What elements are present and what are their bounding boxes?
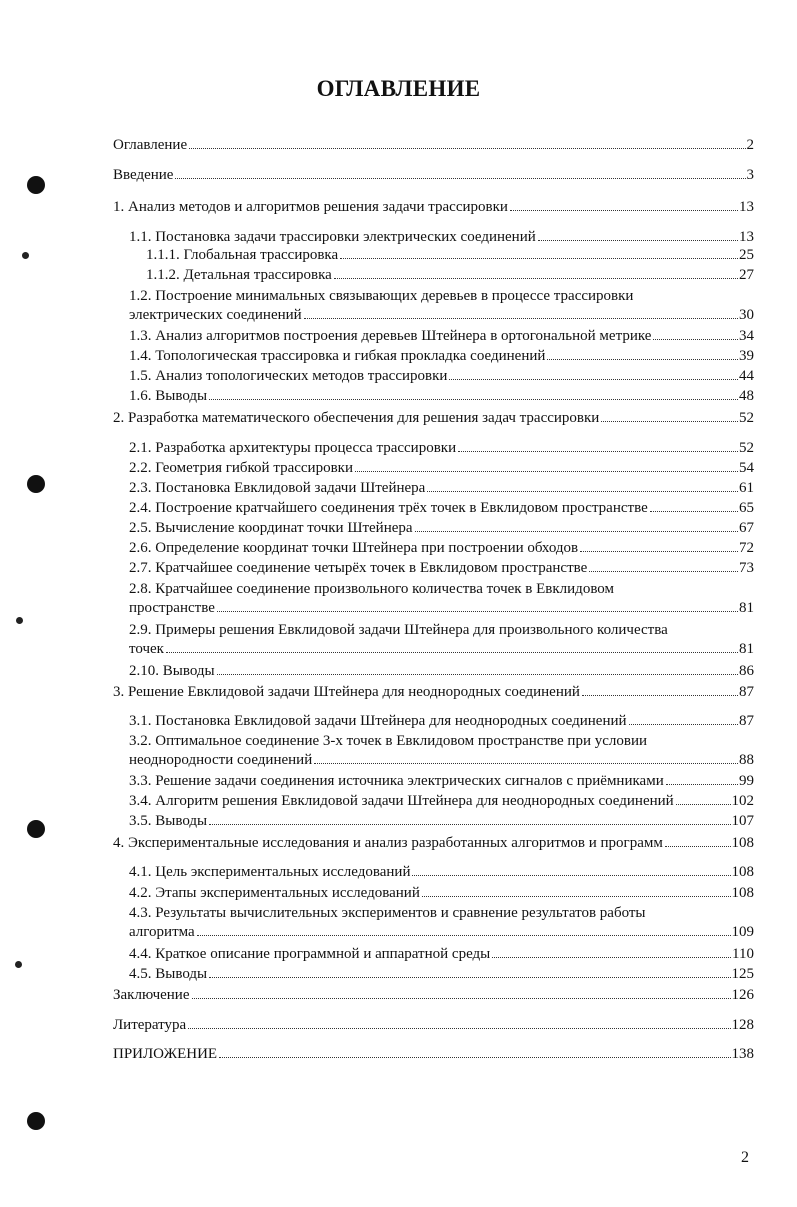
toc-entry-title: 4. Экспериментальные исследования и анализ разработанных алгоритмов и программ <box>113 835 663 851</box>
scan-speck <box>15 961 22 968</box>
toc-entry[interactable] <box>113 904 754 942</box>
binder-hole-mark <box>27 1112 45 1130</box>
binder-hole-mark <box>27 475 45 493</box>
dot-leader <box>538 240 738 241</box>
toc-entry[interactable] <box>113 198 754 217</box>
toc-entry-title: электрических соединений <box>129 307 302 323</box>
toc-entry-title: 2. Разработка математического обеспечения для решения задач трассировки <box>113 410 600 426</box>
toc-page-number: 128 <box>731 1017 754 1033</box>
dot-leader <box>189 148 745 149</box>
toc-entry-title: 1.1. Постановка задачи трассировки электрических соединений <box>129 229 536 245</box>
toc-page-number: 108 <box>731 864 754 880</box>
toc-entry-title: Оглавление <box>113 137 188 153</box>
toc-page-number: 87 <box>739 713 754 729</box>
toc-entry-title: 4.5. Выводы <box>129 966 208 982</box>
dot-leader <box>601 421 738 422</box>
dot-leader <box>209 399 738 400</box>
toc-page-number: 109 <box>731 924 754 940</box>
toc-entry-title: 3.1. Постановка Евклидовой задачи Штейнера для неоднородных соединений <box>129 713 627 729</box>
dot-leader <box>175 178 745 179</box>
toc-page-number: 67 <box>739 520 754 536</box>
dot-leader <box>188 1028 730 1029</box>
toc-entry[interactable] <box>113 580 754 618</box>
dot-leader <box>209 824 730 825</box>
toc-entry[interactable] <box>113 1016 754 1035</box>
toc-entry-title: точек <box>129 641 164 657</box>
toc-page-number: 48 <box>739 388 754 404</box>
toc-entry-title: 3. Решение Евклидовой задачи Штейнера для неоднородных соединений <box>113 684 580 700</box>
toc-page-number: 54 <box>739 460 754 476</box>
toc-page-number: 99 <box>739 773 754 789</box>
toc-entry-title: 4.4. Краткое описание программной и аппаратной среды <box>129 946 491 962</box>
toc-entry-title: 1.3. Анализ алгоритмов построения деревьев Штейнера в ортогональной метрике <box>129 328 652 344</box>
toc-entry[interactable] <box>113 965 754 984</box>
toc-entry[interactable] <box>113 266 754 285</box>
toc-entry-title: 3.3. Решение задачи соединения источника электрических сигналов с приёмниками <box>129 773 664 789</box>
toc-entry[interactable] <box>113 166 754 185</box>
toc-page-number: 3 <box>746 167 754 183</box>
dot-leader <box>340 258 738 259</box>
toc-entry-title-line: 3.2. Оптимальное соединение 3-х точек в Евклидовом пространстве при условии <box>129 733 648 749</box>
dot-leader <box>304 318 738 319</box>
toc-entry[interactable] <box>113 772 754 791</box>
toc-page-number: 108 <box>731 835 754 851</box>
toc-entry-title: 4.2. Этапы экспериментальных исследований <box>129 885 420 901</box>
toc-entry-title: 2.1. Разработка архитектуры процесса трассировки <box>129 440 457 456</box>
toc-entry[interactable] <box>113 683 754 702</box>
toc-page-number: 107 <box>731 813 754 829</box>
toc-entry[interactable] <box>113 792 754 811</box>
toc-entry-title-line: 2.8. Кратчайшее соединение произвольного количества точек в Евклидовом <box>129 581 615 597</box>
toc-entry[interactable] <box>113 387 754 406</box>
toc-entry-title-line: 1.2. Построение минимальных связывающих деревьев в процессе трассировки <box>129 288 634 304</box>
dot-leader <box>666 784 738 785</box>
toc-entry-title: Литература <box>113 1017 187 1033</box>
toc-page-number: 125 <box>731 966 754 982</box>
dot-leader <box>422 896 731 897</box>
toc-entry[interactable] <box>113 863 754 882</box>
toc-page-number: 138 <box>731 1046 754 1062</box>
toc-page-number: 2 <box>746 137 754 153</box>
toc-entry-title: 4.1. Цель экспериментальных исследований <box>129 864 411 880</box>
binder-hole-mark <box>27 176 45 194</box>
toc-page-number: 13 <box>739 199 754 215</box>
toc-entry[interactable] <box>113 812 754 831</box>
toc-entry-title: 2.6. Определение координат точки Штейнера при построении обходов <box>129 540 579 556</box>
dot-leader <box>355 471 738 472</box>
toc-entry-title: 1.1.2. Детальная трассировка <box>146 267 332 283</box>
toc-entry-title: 2.2. Геометрия гибкой трассировки <box>129 460 353 476</box>
toc-entry-title-line: 2.9. Примеры решения Евклидовой задачи Штейнера для произвольного количества <box>129 622 668 638</box>
toc-page-number: 25 <box>739 247 754 263</box>
toc-entry-title: 1.1.1. Глобальная трассировка <box>146 247 339 263</box>
dot-leader <box>547 359 738 360</box>
toc-page-number: 44 <box>739 368 754 384</box>
toc-page-number: 52 <box>739 440 754 456</box>
toc-entry[interactable] <box>113 327 754 346</box>
dot-leader <box>458 451 738 452</box>
toc-entry-title: ПРИЛОЖЕНИЕ <box>113 1046 218 1062</box>
dot-leader <box>415 531 738 532</box>
toc-page-number: 87 <box>739 684 754 700</box>
dot-leader <box>192 998 731 999</box>
toc-entry[interactable] <box>113 409 754 428</box>
toc-entry[interactable] <box>113 246 754 265</box>
dot-leader <box>209 977 730 978</box>
toc-entry-title: 1. Анализ методов и алгоритмов решения задачи трассировки <box>113 199 508 215</box>
toc-entry[interactable] <box>113 1045 754 1064</box>
toc-entry[interactable] <box>113 662 754 681</box>
toc-entry-title-line: 4.3. Результаты вычислительных экспериментов и сравнение результатов работы <box>129 905 646 921</box>
toc-entry-title: 3.5. Выводы <box>129 813 208 829</box>
toc-entry-title: неоднородности соединений <box>129 752 313 768</box>
toc-page-number: 81 <box>739 600 754 616</box>
dot-leader <box>166 652 738 653</box>
toc-entry-title: 2.3. Постановка Евклидовой задачи Штейнера <box>129 480 426 496</box>
toc-entry[interactable] <box>113 439 754 458</box>
toc-entry[interactable] <box>113 287 754 325</box>
toc-page-number: 108 <box>731 885 754 901</box>
toc-entry-title: 1.4. Топологическая трассировка и гибкая прокладка соединений <box>129 348 546 364</box>
toc-entry[interactable] <box>113 136 754 155</box>
toc-entry-title: 3.4. Алгоритм решения Евклидовой задачи Штейнера для неоднородных соединений <box>129 793 674 809</box>
toc-entry[interactable] <box>113 834 754 853</box>
toc-page-number: 52 <box>739 410 754 426</box>
dot-leader <box>492 957 731 958</box>
toc-entry-title: 2.5. Вычисление координат точки Штейнера <box>129 520 413 536</box>
toc-page-number: 30 <box>739 307 754 323</box>
dot-leader <box>334 278 738 279</box>
toc-entry-title: Заключение <box>113 987 190 1003</box>
toc-entry[interactable] <box>113 712 754 731</box>
dot-leader <box>665 846 731 847</box>
dot-leader <box>219 1057 730 1058</box>
dot-leader <box>580 551 738 552</box>
page-title: ОГЛАВЛЕНИЕ <box>316 76 481 101</box>
toc-entry[interactable] <box>113 499 754 518</box>
toc-entry-title: 1.6. Выводы <box>129 388 208 404</box>
toc-entry[interactable] <box>113 884 754 903</box>
toc-entry[interactable] <box>113 367 754 386</box>
dot-leader <box>589 571 738 572</box>
toc-page-number: 39 <box>739 348 754 364</box>
dot-leader <box>314 763 738 764</box>
toc-entry-title: 2.7. Кратчайшее соединение четырёх точек в Евклидовом пространстве <box>129 560 588 576</box>
dot-leader <box>217 611 738 612</box>
toc-page-number: 88 <box>739 752 754 768</box>
dot-leader <box>676 804 731 805</box>
toc-entry[interactable] <box>113 621 754 659</box>
toc-page-number: 27 <box>739 267 754 283</box>
dot-leader <box>582 695 738 696</box>
toc-entry-title: Введение <box>113 167 174 183</box>
dot-leader <box>510 210 738 211</box>
toc-page-number: 73 <box>739 560 754 576</box>
toc-entry[interactable] <box>113 732 754 770</box>
dot-leader <box>217 674 738 675</box>
toc-entry-title: 2.10. Выводы <box>129 663 215 679</box>
toc-entry[interactable] <box>113 986 754 1005</box>
toc-entry-title: алгоритма <box>129 924 195 940</box>
toc-entry[interactable] <box>113 539 754 558</box>
dot-leader <box>653 339 738 340</box>
dot-leader <box>650 511 738 512</box>
toc-entry[interactable] <box>113 228 754 247</box>
binder-hole-mark <box>27 820 45 838</box>
toc-entry[interactable] <box>113 459 754 478</box>
toc-page-number: 110 <box>732 946 754 962</box>
toc-page-number: 13 <box>739 229 754 245</box>
toc-page-number: 61 <box>739 480 754 496</box>
page-number: 2 <box>741 1149 749 1166</box>
scan-speck <box>22 252 29 259</box>
toc-entry[interactable] <box>113 347 754 366</box>
toc-entry[interactable] <box>113 479 754 498</box>
toc-entry[interactable] <box>113 559 754 578</box>
toc-page-number: 126 <box>731 987 754 1003</box>
dot-leader <box>197 935 731 936</box>
dot-leader <box>449 379 738 380</box>
dot-leader <box>412 875 730 876</box>
toc-page-number: 65 <box>739 500 754 516</box>
dot-leader <box>629 724 738 725</box>
toc-entry-title: 1.5. Анализ топологических методов трассировки <box>129 368 448 384</box>
toc-page-number: 86 <box>739 663 754 679</box>
toc-page-number: 81 <box>739 641 754 657</box>
toc-entry-title: пространстве <box>129 600 215 616</box>
toc-entry-title: 2.4. Построение кратчайшего соединения трёх точек в Евклидовом пространстве <box>129 500 648 516</box>
toc-page-number: 102 <box>731 793 754 809</box>
toc-page-number: 72 <box>739 540 754 556</box>
toc-entry[interactable] <box>113 945 754 964</box>
toc-page-number: 34 <box>739 328 754 344</box>
dot-leader <box>427 491 738 492</box>
toc-entry[interactable] <box>113 519 754 538</box>
scan-speck <box>16 617 23 624</box>
